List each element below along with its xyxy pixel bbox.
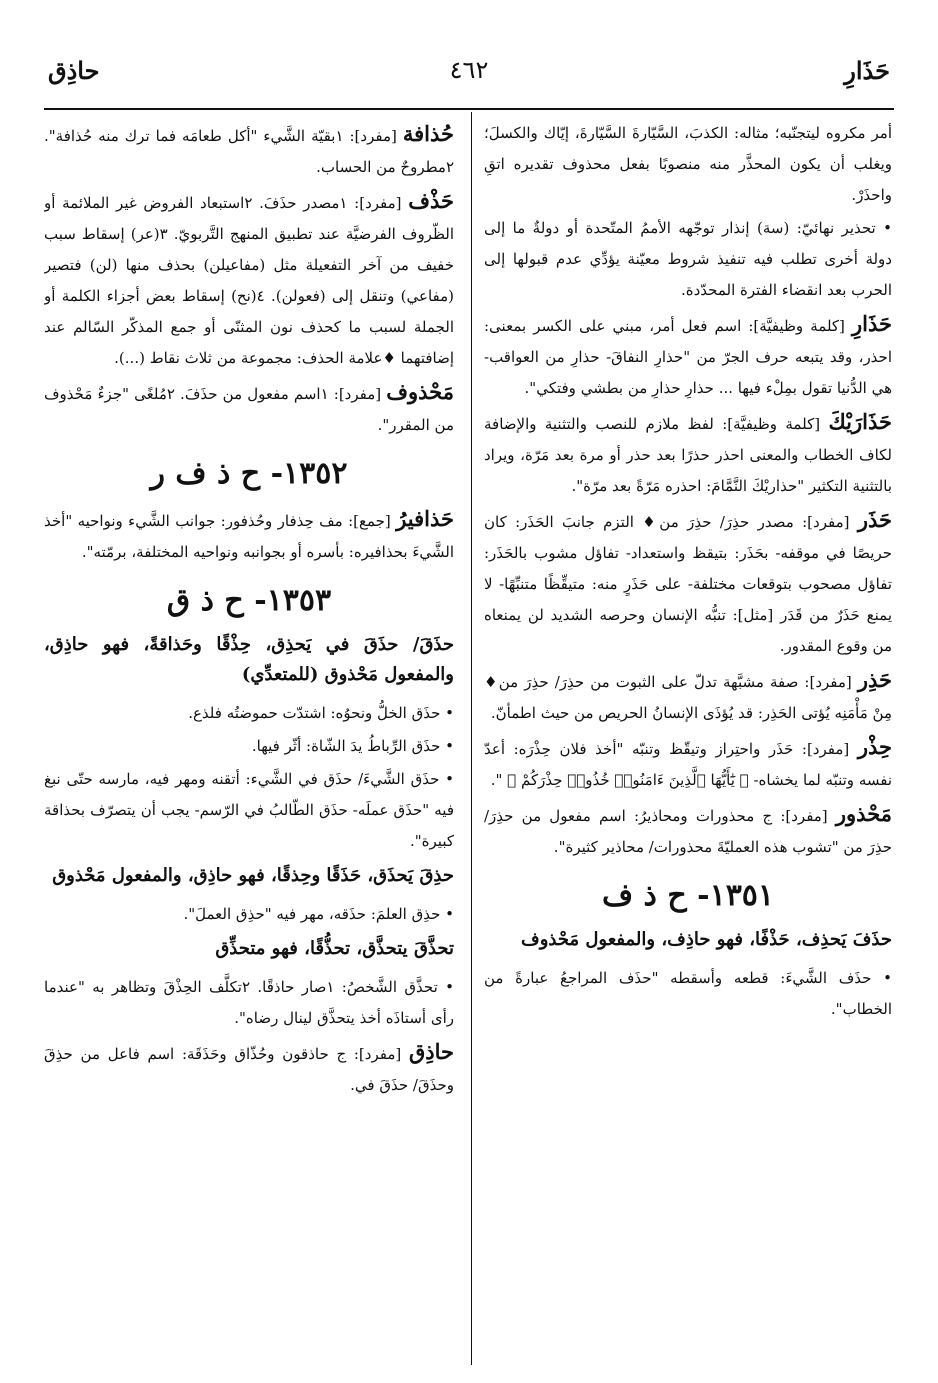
root-heading: ١٣٥١- ح ذ ف (601, 878, 775, 913)
verb-paradigm: حذِقَ يَحذَق، حَذَقًا وحِذقًا، فهو حاذِق، والمفعول مَحْذوق (52, 865, 454, 886)
running-head-right: حَذَارِ (844, 56, 890, 85)
headword: حاذِق (408, 1039, 454, 1064)
headword: حَذَر (857, 507, 892, 532)
sense-paragraph: • حذَق الخلُّ ونحوُه: اشتدّت حموضتُه فلذع. (188, 704, 454, 722)
right-column (484, 118, 892, 1365)
sense-paragraph: • حذَف الشَّيءَ: قطعه وأسقطه "حذَف المراجعُ عبارةً من الخطاب". (484, 969, 892, 1018)
definition-text: [مفرد]: مصدر حذِرَ/ حذِرَ من♦ التزم جانبَ الحَذَر: كان حريصًا في موقفه- بحَذَر: بتيقظ واستعداد- تفاؤل مشوب بالحَذَر: تفاؤل مصحوب بتوقعات مختلفة- على حَذَرٍ منه: متيقِّظًا متنبِّهًا- لا يمنع حَذَرٌ من قَدَر [مثل]: تنبُّه الإنسان وحرصه الشديد لن يمنعاه من وقوع المقدور. (484, 513, 892, 655)
headword: حَذْف (408, 188, 454, 213)
definition-text: [كلمة وظيفيَّة]: اسم فعل أمر، مبني على الكسر بمعنى: احذر، وقد يتبعه حرف الجرّ من "حذارِ النفاقَ- حذارِ من العواقب- هي الدُّنيا تقول بمِلْء فيها ... حذارِ حذارِ من بطشي وفتكي". (484, 317, 892, 397)
dictionary-entry (44, 118, 454, 183)
dictionary-entry (44, 376, 454, 441)
headword: حَذَارِ (852, 311, 892, 336)
headword: مَحْذوف (386, 379, 454, 404)
definition-text: [كلمة وظيفيَّة]: لفظ ملازم للنصب والتثنية والإضافة لكاف الخطاب والمعنى احذر حذرًا بعد حذر أو مرة بعد مَرّة، ويراد بالتثنية التكثير "حذاريْكَ النَّمَّامَ: احذره مَرّةً بعد مرّة". (484, 415, 892, 495)
definition-text: [مفرد]: صفة مشبَّهة تدلّ على الثبوت من حذِرَ/ حذِرَ من♦ مِنْ مَأْمَنِه يُؤتى الحَذِر: قد يُؤذَى الإنسانُ الحريص من حيث اطمأنّ. (484, 673, 892, 722)
definition-text: [مفرد]: ج محذورات ومحاذيرُ: اسم مفعول من حذِرَ/ حذِرَ من "تشوب هذه العمليّةَ محذورات/ محاذير كثيرة". (484, 807, 892, 856)
left-column (44, 118, 454, 1365)
dictionary-entry (484, 664, 892, 729)
dictionary-entry (44, 503, 454, 568)
definition-text: [مفرد]: ج حاذقون وحُذّاق وحَذَقَة: اسم فاعل من حذِقَ وحذَقَ/ حذَقَ في. (44, 1045, 454, 1094)
sense-paragraph: • حذَق الشَّيءَ/ حذَق في الشَّيء: أتقنه ومهر فيه، مارسه حتّى نبغ فيه "حذَق عملَه- حذَق الطّالبُ في الرّسم- يجب أن يتصرّف بحذاقة كبيرة". (44, 770, 454, 850)
dictionary-entry (44, 185, 454, 374)
definition-text: [مفرد]: ١مصدر حذَفَ. ٢استبعاد الفروض غير الملائمة أو الظّروف الفرضيَّة عند تطبيق المنهج التَّربويّ. ٣(عر) إسقاط سبب خفيف من آخر التفعيلة مثل (مفاعيلن) بحذف منها (لن) فتصير (مفاعي) وتنقل إلى (فعولن). ٤(نح) إسقاط بعض أجزاء الكلمة أو الجملة لسبب ما كحذف نون المثنّى أو جمع المذكّر السّالم عند إضافتهما ♦علامة الحذف: مجموعة من ثلاث نقاط (...). (44, 194, 454, 367)
headword: حُذافة (402, 121, 454, 146)
dictionary-entry (484, 406, 892, 502)
sense-paragraph: • حذِق العلمَ: حذَقه، مهر فيه "حذِق العملَ". (183, 905, 454, 923)
sense-paragraph: • تحذَّق الشَّخصُ: ١صار حاذقًا. ٢تكلَّف الحِذْقَ وتظاهر به "عندما رأى أستاذَه أخذ يتحذَّق لينال رضاه". (44, 978, 454, 1027)
definition-text: [مفرد]: ١اسم مفعول من حذَفَ. ٢مُلغًى "جزءٌ مَحْذوف من المقرر". (44, 385, 454, 434)
page-number: ٤٦٢ (449, 56, 489, 84)
verb-paradigm: حذَفَ يَحذِف، حَذْفًا، فهو حاذِف، والمفعول مَحْذوف (521, 929, 892, 950)
sense-paragraph: • تحذير نهائيّ: (سة) إنذار توجّهه الأممُ المتّحدة أو دولةٌ ما إلى دولة أخرى تطلب فيه تنفيذ شروط معيّنة يؤدِّي عدم قبولها إلى الحرب بعد انقضاء الفترة المحدّدة. (484, 219, 892, 299)
headword: حِذْر (857, 734, 892, 759)
running-head-left: حاذِق (48, 56, 100, 85)
headword: حَذَارَيْكَ (828, 409, 892, 434)
dictionary-entry (484, 504, 892, 662)
definition-text: [جمع]: مف حِذفار وحُذفور: جوانب الشَّيء ونواحيه "أخذ الشَّيءَ بحذافيره: بأسره أو بجوانبه ونواحيه المختلفة، برمّته". (44, 512, 454, 561)
root-heading: ١٣٥٣- ح ذ ق (166, 583, 332, 618)
root-heading: ١٣٥٢- ح ذ ف ر (150, 456, 348, 491)
column-divider (471, 112, 472, 1365)
headword: مَحْذور (835, 801, 892, 826)
definition-text: [مفرد]: حَذَر واحتِراز وتيقّظ وتنبّه "أخذ فلان حِذْرَه: أعدّ نفسه وتنبّه لما يخشاه- ﴿ يَٰٓأَيُّهَا ٱلَّذِينَ ءَامَنُوا۟ خُذُوا۟ حِذْرَكُمْ ﴾ ". (484, 740, 892, 789)
dictionary-entry (44, 1036, 454, 1101)
dictionary-entry (484, 798, 892, 863)
headword: حَذافيرُ (396, 506, 454, 531)
verb-paradigm: حذَقَ/ حذَقَ في يَحذِق، حِذْقًا وحَذاقةً، فهو حاذِق، والمفعول مَحْذوق (للمتعدِّي) (44, 634, 454, 685)
definition-text: [مفرد]: ١بقيّة الشَّيء "أكل طعامَه فما ترك منه حُذافة". ٢مطروحٌ من الحساب. (44, 127, 454, 176)
sense-paragraph: • حذَق الرِّباطُ يدَ الشّاة: أثّر فيها. (251, 737, 454, 755)
dictionary-entry (484, 308, 892, 404)
sense-paragraph: أمر مكروه ليتجنّبه؛ مثاله: الكذبَ، السَّيّارةَ السَّيّارةَ، إيّاك والكسلَ؛ ويغلب أن يكون المحذَّر منه منصوبًا بفعل محذوف تقديره اتقِ واحذَرْ. (484, 124, 892, 204)
page-header (48, 56, 890, 106)
header-rule (44, 108, 894, 110)
dictionary-entry (484, 731, 892, 796)
verb-paradigm: تحذَّقَ يتحذَّق، تحذُّقًا، فهو متحذِّق (215, 938, 454, 959)
headword: حَذِر (857, 667, 892, 692)
